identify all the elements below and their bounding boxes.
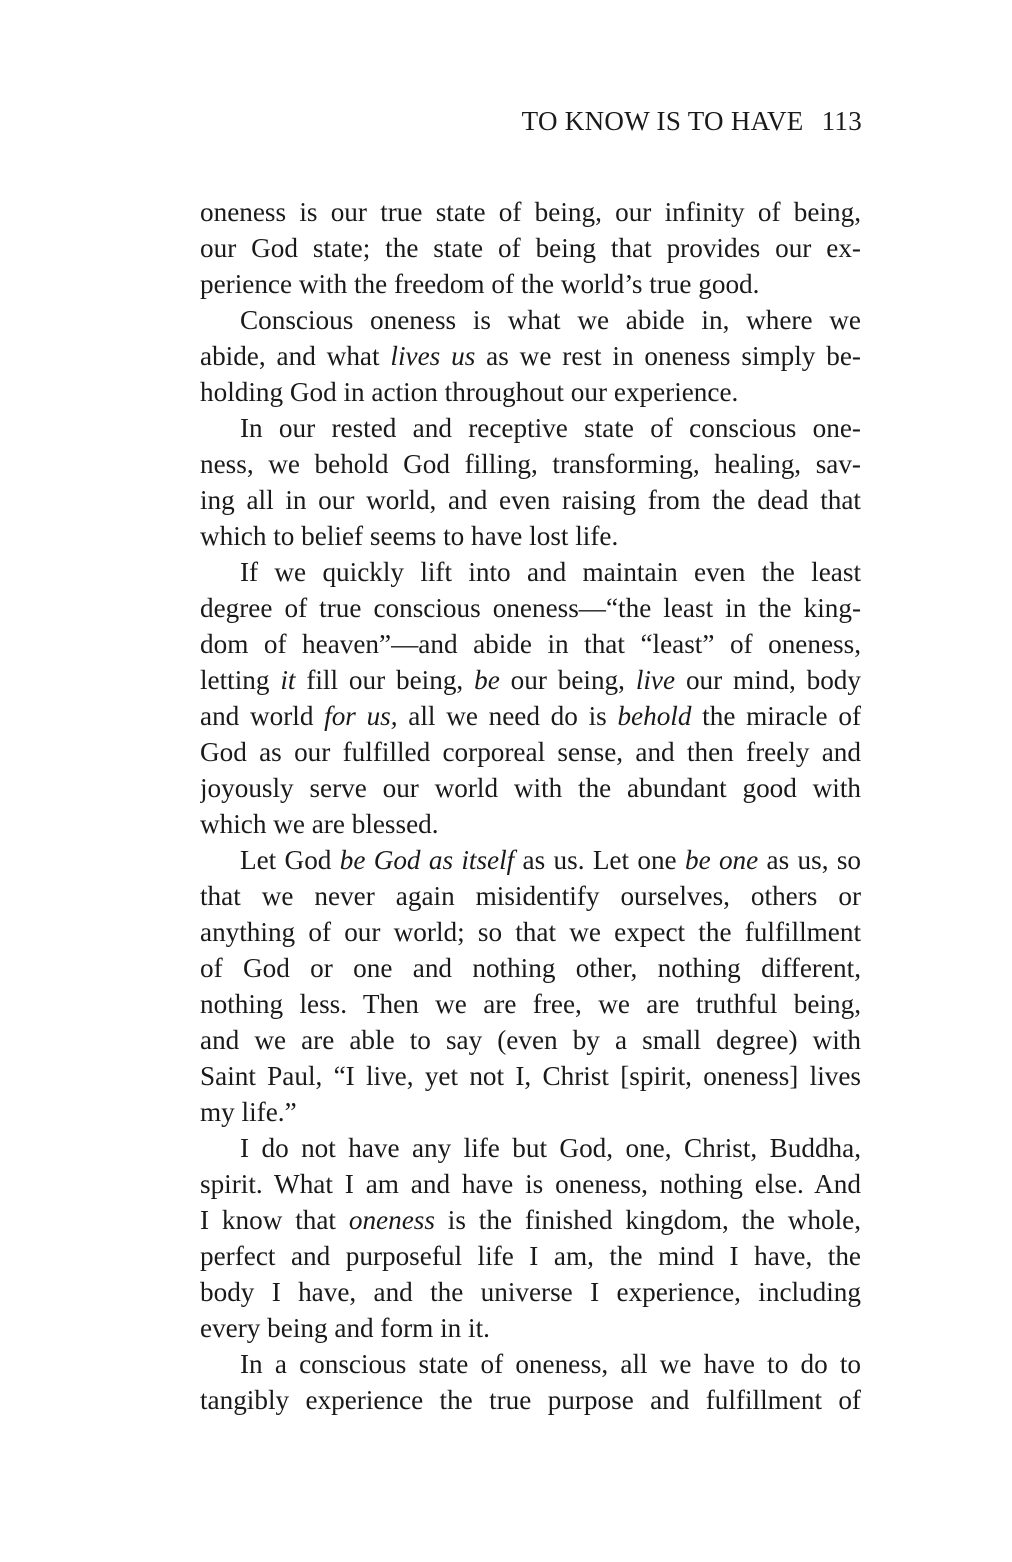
text-line: ness, we behold God filling, transforming, healing, sav- [200, 449, 861, 479]
text-line: Let God be God as itself as us. Let one be one as us, so [240, 845, 861, 875]
running-head [522, 106, 862, 137]
text-line: perfect and purposeful life I am, the mind I have, the [200, 1241, 861, 1271]
text-line: of God or one and nothing other, nothing different, [200, 953, 861, 983]
text-line: spirit. What I am and have is oneness, nothing else. And [200, 1169, 861, 1199]
text-line: which we are blessed. [200, 809, 439, 839]
text-line: our God state; the state of being that provides our ex- [200, 233, 861, 263]
text-line: Saint Paul, “I live, yet not I, Christ [spirit, oneness] lives [200, 1061, 861, 1091]
text-line: my life.” [200, 1097, 297, 1127]
text-line: In a conscious state of oneness, all we have to do to [240, 1349, 861, 1379]
italic-run: behold [617, 701, 692, 731]
text-line: I do not have any life but God, one, Christ, Buddha, [240, 1133, 861, 1163]
text-line: body I have, and the universe I experience, including [200, 1277, 861, 1307]
page-number: 113 [821, 106, 862, 136]
italic-run: for us, [324, 701, 398, 731]
italic-run: be [474, 665, 500, 695]
text-line: God as our fulfilled corporeal sense, and then freely and [200, 737, 861, 767]
text-line: abide, and what lives us as we rest in oneness simply be- [200, 341, 861, 371]
italic-run: be one [684, 845, 759, 875]
italic-run: it [280, 665, 296, 695]
text-line: letting it fill our being, be our being, live our mind, body [200, 665, 861, 695]
text-line: degree of true conscious oneness—“the least in the king- [200, 593, 861, 623]
text-line: oneness is our true state of being, our infinity of being, [200, 197, 861, 227]
text-line: perience with the freedom of the world’s true good. [200, 269, 760, 299]
text-line: joyously serve our world with the abundant good with [200, 773, 861, 803]
text-line: nothing less. Then we are free, we are truthful being, [200, 989, 861, 1019]
italic-run: live [635, 665, 676, 695]
text-line: In our rested and receptive state of conscious one- [240, 413, 861, 443]
running-title: TO KNOW IS TO HAVE [521, 106, 804, 136]
text-line: anything of our world; so that we expect the fulfillment [200, 917, 861, 947]
italic-run: lives us [390, 341, 476, 371]
italic-run: be God as itself [339, 845, 515, 875]
text-line: and world for us, all we need do is behold the miracle of [200, 701, 861, 731]
text-line: and we are able to say (even by a small degree) with [200, 1025, 861, 1055]
text-line: which to belief seems to have lost life. [200, 521, 619, 551]
text-line: ing all in our world, and even raising from the dead that [200, 485, 861, 515]
body-text [200, 194, 861, 1418]
text-line: tangibly experience the true purpose and fulfillment of [200, 1385, 861, 1415]
text-line: dom of heaven”—and abide in that “least” of oneness, [200, 629, 861, 659]
text-line: that we never again misidentify ourselves, others or [200, 881, 861, 911]
italic-run: oneness [348, 1205, 435, 1235]
text-line: every being and form in it. [200, 1313, 490, 1343]
text-line: Conscious oneness is what we abide in, where we [240, 305, 861, 335]
text-line: holding God in action throughout our experience. [200, 377, 739, 407]
text-line: I know that oneness is the finished kingdom, the whole, [200, 1205, 861, 1235]
text-line: If we quickly lift into and maintain even the least [240, 557, 861, 587]
